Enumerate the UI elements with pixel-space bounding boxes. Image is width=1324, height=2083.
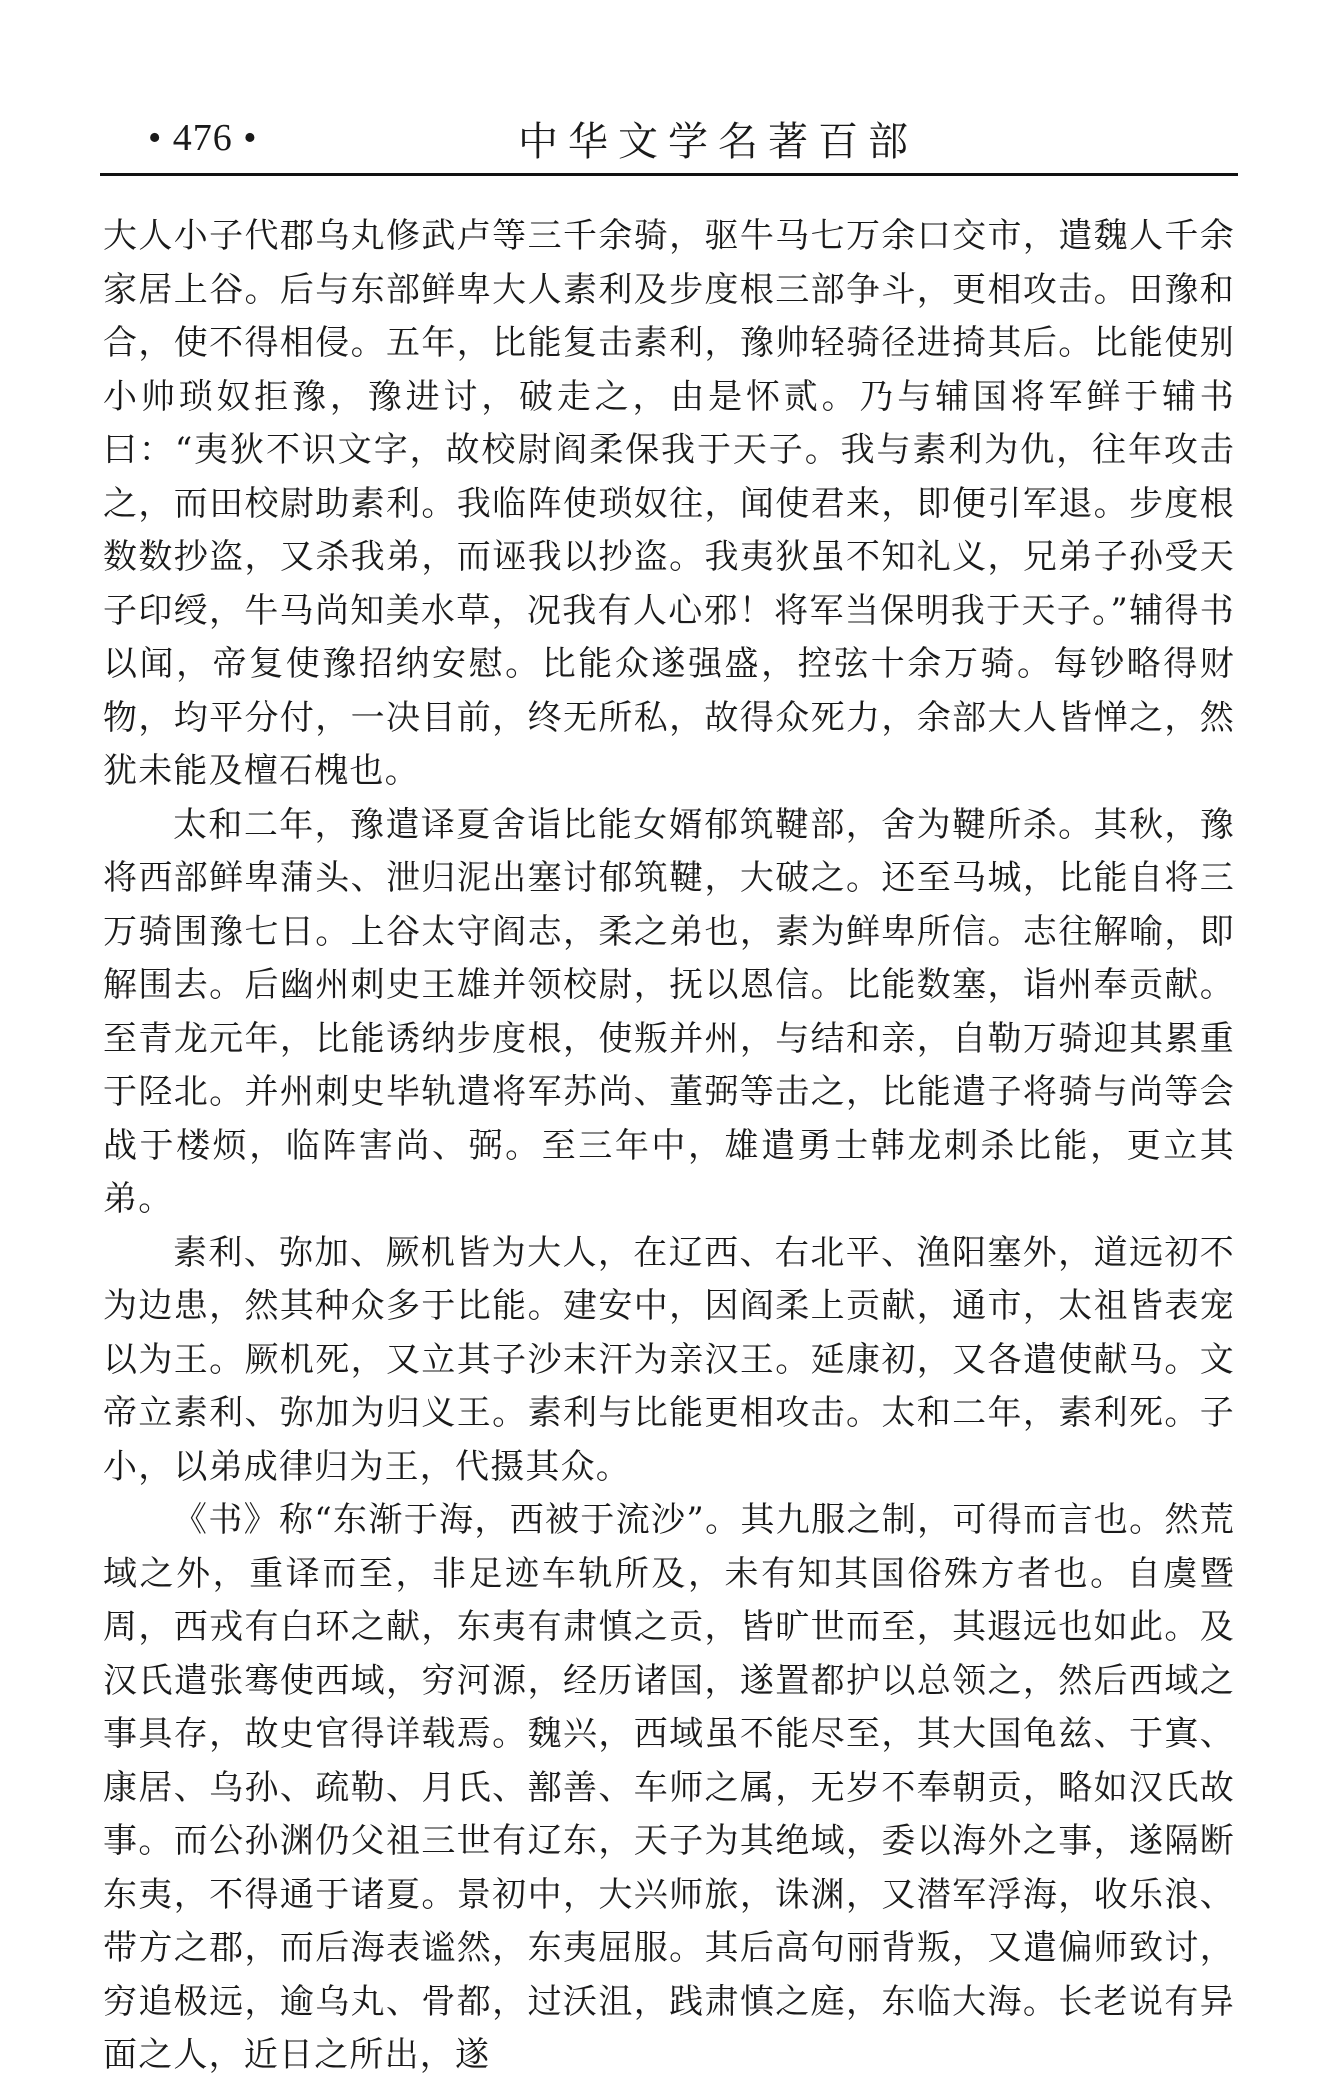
book-title: 中华文学名著百部 [518,119,918,165]
paragraph: 素利、弥加、厥机皆为大人，在辽西、右北平、渔阳塞外，道远初不为边患，然其种众多于比能。建安中，因阎柔上贡献，通市，太祖皆表宠以为王。厥机死，又立其子沙末汗为亲汉王。延康初，又各遣使献马。文帝立素利、弥加为归义王。素利与比能更相攻击。太和二年，素利死。子小，以弟成律归为王，代摄其众。 [103,1232,1235,1487]
paragraph: 大人小子代郡乌丸修武卢等三千余骑，驱牛马七万余口交市，遣魏人千余家居上谷。后与东部鲜卑大人素利及步度根三部争斗，更相攻击。田豫和合，使不得相侵。五年，比能复击素利，豫帅轻骑径进掎其后。比能使别小帅琐奴拒豫，豫进讨，破走之，由是怀贰。乃与辅国将军鲜于辅书曰：“夷狄不识文字，故校尉阎柔保我于天子。我与素利为仇，往年攻击之，而田校尉助素利。我临阵使琐奴往，闻使君来，即便引军退。步度根数数抄盗，又杀我弟，而诬我以抄盗。我夷狄虽不知礼义，兄弟子孙受天子印绶，牛马尚知美水草，况我有人心邪！将军当保明我于天子。”辅得书以闻，帝复使豫招纳安慰。比能众遂强盛，控弦十余万骑。每钞略得财物，均平分付，一决目前，终无所私，故得众死力，余部大人皆惮之，然犹未能及檀石槐也。 [103,216,1235,791]
paragraph: 《书》称“东渐于海，西被于流沙”。其九服之制，可得而言也。然荒域之外，重译而至，非足迹车轨所及，未有知其国俗殊方者也。自虞暨周，西戎有白环之献，东夷有肃慎之贡，皆旷世而至，其遐远也如此。及汉氏遣张骞使西域，穷河源，经历诸国，遂置都护以总领之，然后西域之事具存，故史官得详载焉。魏兴，西域虽不能尽至，其大国龟兹、于寘、康居、乌孙、疏勒、月氏、鄯善、车师之属，无岁不奉朝贡，略如汉氏故事。而公孙渊仍父祖三世有辽东，天子为其绝域，委以海外之事，遂隔断东夷，不得通于诸夏。景初中，大兴师旅，诛渊，又潜军浮海，收乐浪、带方之郡，而后海表谧然，东夷屈服。其后高句丽背叛，又遣偏师致讨，穷追极远，逾乌丸、骨都，过沃沮，践肃慎之庭，东临大海。长老说有异面之人，近日之所出，遂 [103,1500,1235,2075]
paragraph: 太和二年，豫遣译夏舍诣比能女婿郁筑鞬部，舍为鞬所杀。其秋，豫将西部鲜卑蒲头、泄归泥出塞讨郁筑鞬，大破之。还至马城，比能自将三万骑围豫七日。上谷太守阎志，柔之弟也，素为鲜卑所信。志往解喻，即解围去。后幽州刺史王雄并领校尉，抚以恩信。比能数塞，诣州奉贡献。至青龙元年，比能诱纳步度根，使叛并州，与结和亲，自勒万骑迎其累重于陉北。并州刺史毕轨遣将军苏尚、董弼等击之，比能遣子将骑与尚等会战于楼烦，临阵害尚、弼。至三年中，雄遣勇士韩龙刺杀比能，更立其弟。 [103,804,1235,1219]
page-number: • 476 • [148,117,258,159]
page-header [103,108,1235,168]
body-text [103,210,1235,2083]
header-divider [100,173,1238,176]
